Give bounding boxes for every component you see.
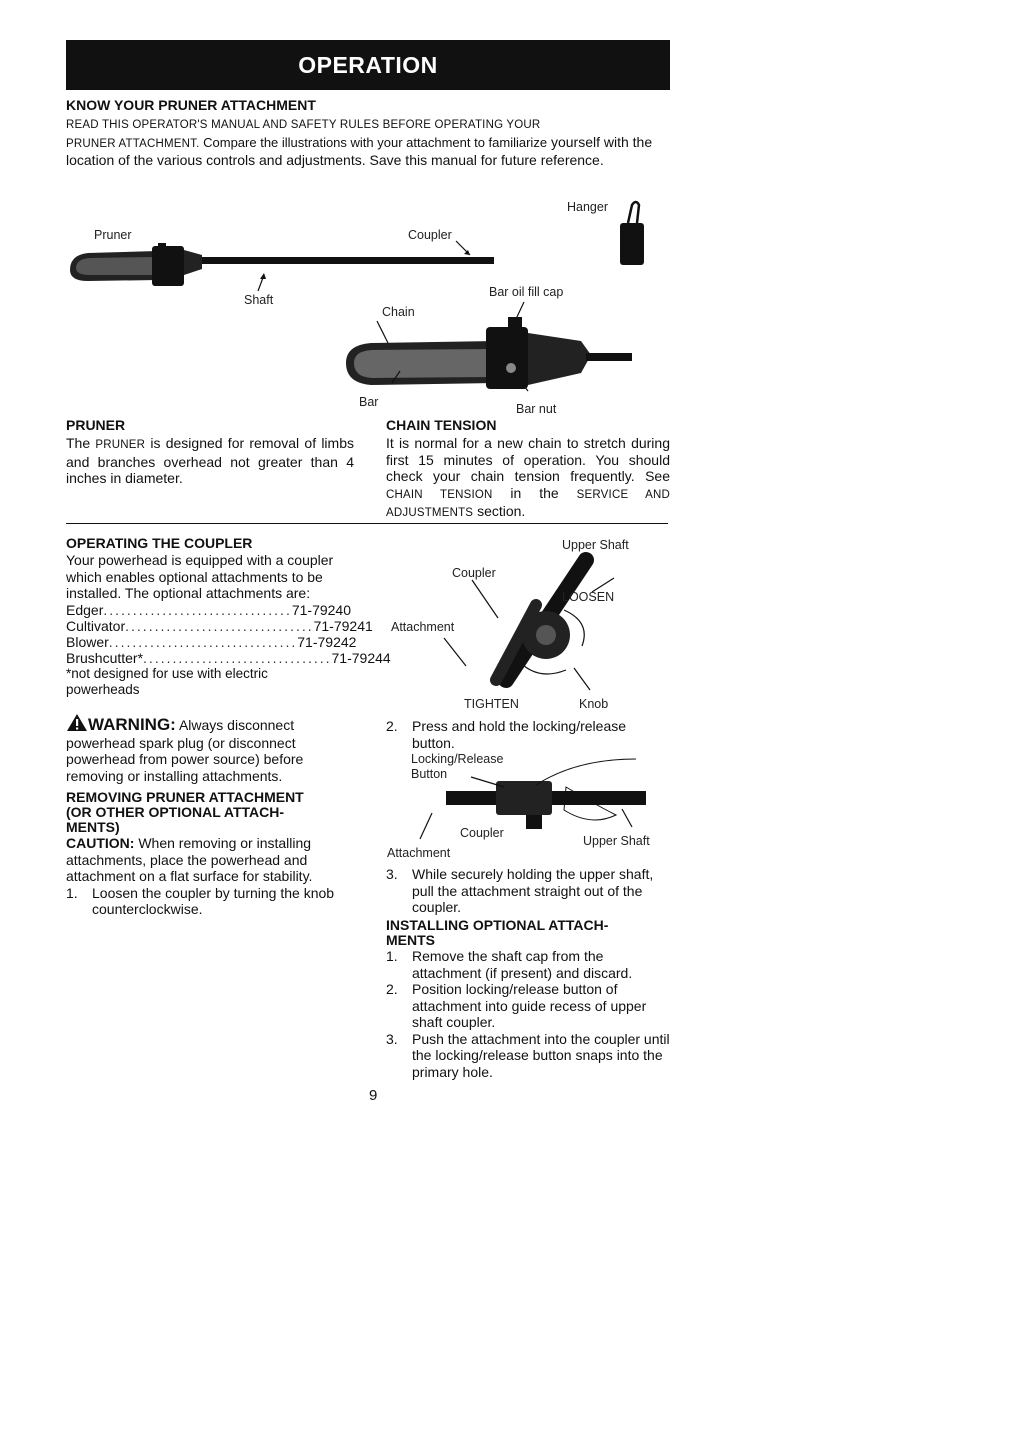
removing-block (66, 790, 356, 918)
know-line2-caps: PRUNER ATTACHMENT. (66, 137, 200, 150)
chain-tension-text: It is normal for a new chain to stretch during first 15 minutes of operation. You should check your chain tension frequently. See (386, 435, 670, 484)
warning-text-first: Always disconnect (175, 716, 295, 733)
label-attachment: Attachment (387, 846, 451, 860)
label-chain: Chain (382, 305, 415, 319)
warning-text: powerhead spark plug (or disconnect powerhead from power source) before removing or installing attachments. (66, 734, 304, 784)
know-line2-rest: Compare the illustrations with your attachment to familiarize (199, 134, 548, 150)
installing-section (386, 918, 670, 1080)
label-loosen: LOOSEN (562, 590, 615, 604)
label-upper-shaft: Upper Shaft (583, 834, 650, 848)
know-section (66, 98, 670, 169)
removing-heading-2: (OR OTHER OPTIONAL ATTACH- (66, 804, 285, 820)
part-number: 71-79240 (291, 601, 351, 618)
part-name: Brushcutter* (66, 649, 144, 666)
attachment-row: Blower ................................ 71-79242 (66, 633, 357, 650)
part-name: Edger (66, 601, 104, 618)
step-text: Remove the shaft cap from the attachment (if present) and discard. (412, 948, 633, 981)
label-coupler: Coupler (408, 228, 452, 242)
chain-tension-caps2: SERVICE AND ADJUSTMENTS (386, 488, 670, 519)
step-text: Loosen the coupler by turning the knob counterclockwise. (92, 884, 335, 917)
step-number: 3. (386, 1030, 398, 1047)
pruner-heading: PRUNER (66, 417, 126, 433)
pruner-overview-figure (66, 195, 670, 415)
know-paragraph (66, 115, 670, 169)
label-knob: Knob (579, 697, 609, 711)
steps-right-1 (386, 718, 670, 751)
installing-steps (386, 948, 670, 1080)
step-number: 1. (66, 884, 78, 901)
step-number: 2. (386, 718, 398, 734)
attachments-list (66, 601, 391, 666)
steps-right-2 (386, 866, 670, 916)
step-item (386, 981, 670, 1031)
coupler-intro: Your powerhead is equipped with a coupler which enables optional attachments to be installed. The optional attachments are: (66, 552, 334, 601)
label-button: Button (411, 767, 448, 781)
chain-tension-heading: CHAIN TENSION (386, 417, 497, 433)
step-item (66, 885, 346, 918)
part-name: Cultivator (66, 617, 126, 634)
caution-label: CAUTION: (66, 835, 135, 851)
label-hanger: Hanger (567, 200, 608, 214)
pruner-head-illustration (70, 243, 202, 286)
chain-tension-caps1: CHAIN TENSION (386, 488, 493, 501)
chain-tension-mid: in the (492, 484, 577, 501)
part-name: Blower (66, 633, 109, 650)
coupler-section (66, 535, 391, 918)
step-item (386, 866, 670, 916)
warning-triangle-icon (66, 713, 88, 732)
hanger-illustration (620, 202, 644, 265)
label-coupler: Coupler (460, 826, 504, 840)
installing-heading-2: MENTS (386, 932, 435, 948)
know-heading: KNOW YOUR PRUNER ATTACHMENT (66, 97, 316, 113)
pruner-section (66, 418, 354, 487)
chain-tension-end: section. (473, 503, 526, 519)
banner-title: OPERATION (298, 51, 438, 78)
label-bar: Bar (359, 395, 379, 409)
pruner-text-rest: is designed for removal of limbs and branches overhead not greater than 4 inches in diameter. (66, 435, 354, 486)
label-pruner: Pruner (94, 228, 132, 242)
step-number: 2. (386, 981, 398, 997)
label-coupler: Coupler (452, 566, 496, 580)
warning-title: WARNING: (88, 714, 176, 734)
footnote: *not designed for use with electric powerheads (66, 665, 268, 697)
pruner-closeup-illustration (346, 317, 632, 389)
label-shaft: Shaft (244, 293, 274, 307)
attachment-row: Brushcutter* ................................ 71-79244 (66, 649, 391, 666)
chain-tension-section (386, 418, 670, 522)
label-bar-oil-fill-cap: Bar oil fill cap (489, 285, 564, 299)
label-attachment: Attachment (391, 620, 455, 634)
step-number: 1. (386, 948, 398, 964)
caution-text: When removing or installing attachments, place the powerhead and attachment on a flat surface for stability. (66, 835, 313, 884)
warning-block (66, 713, 356, 785)
label-bar-nut: Bar nut (516, 402, 557, 416)
step-number: 3. (386, 866, 398, 882)
installing-heading-1: INSTALLING OPTIONAL ATTACH- (386, 917, 609, 933)
step-item (386, 948, 670, 981)
chain-tension-paragraph (386, 435, 670, 522)
step-text: Position locking/release button of attachment into guide recess of upper shaft coupler. (412, 981, 647, 1030)
part-number: 71-79242 (297, 633, 357, 650)
removing-heading-1: REMOVING PRUNER ATTACHMENT (66, 789, 304, 805)
section-divider (66, 523, 668, 524)
section-banner (66, 40, 670, 90)
step-text: Push the attachment into the coupler until the locking/release button snaps into the primary hole. (412, 1030, 670, 1080)
caution-paragraph (66, 835, 346, 885)
step-item (386, 1031, 670, 1081)
label-locking-release: Locking/Release (411, 752, 504, 766)
shaft-illustration (196, 257, 494, 264)
step-text: Press and hold the locking/release button. (412, 718, 627, 751)
part-number: 71-79241 (313, 617, 373, 634)
part-number: 71-79244 (331, 649, 391, 666)
attachment-row: Edger ................................ 71-79240 (66, 601, 351, 618)
removing-steps (66, 885, 346, 918)
page-number: 9 (369, 1087, 378, 1104)
pruner-text-caps: PRUNER (95, 439, 146, 451)
label-upper-shaft: Upper Shaft (562, 538, 629, 552)
coupler-heading: OPERATING THE COUPLER (66, 535, 253, 551)
step-text: While securely holding the upper shaft, pull the attachment straight out of the coupler. (412, 866, 654, 915)
know-line3: yourself with the location of the various controls and adjustments. Save this manual for future reference. (66, 133, 653, 168)
removing-heading-3: MENTS) (66, 819, 120, 835)
label-tighten: TIGHTEN (464, 697, 519, 711)
know-line1: READ THIS OPERATOR'S MANUAL AND SAFETY RULES BEFORE OPERATING YOUR (66, 119, 541, 131)
pruner-paragraph (66, 435, 354, 487)
step-item (386, 718, 670, 751)
pruner-text-pre: The (66, 435, 96, 451)
attachment-row: Cultivator ................................ 71-79241 (66, 617, 373, 634)
